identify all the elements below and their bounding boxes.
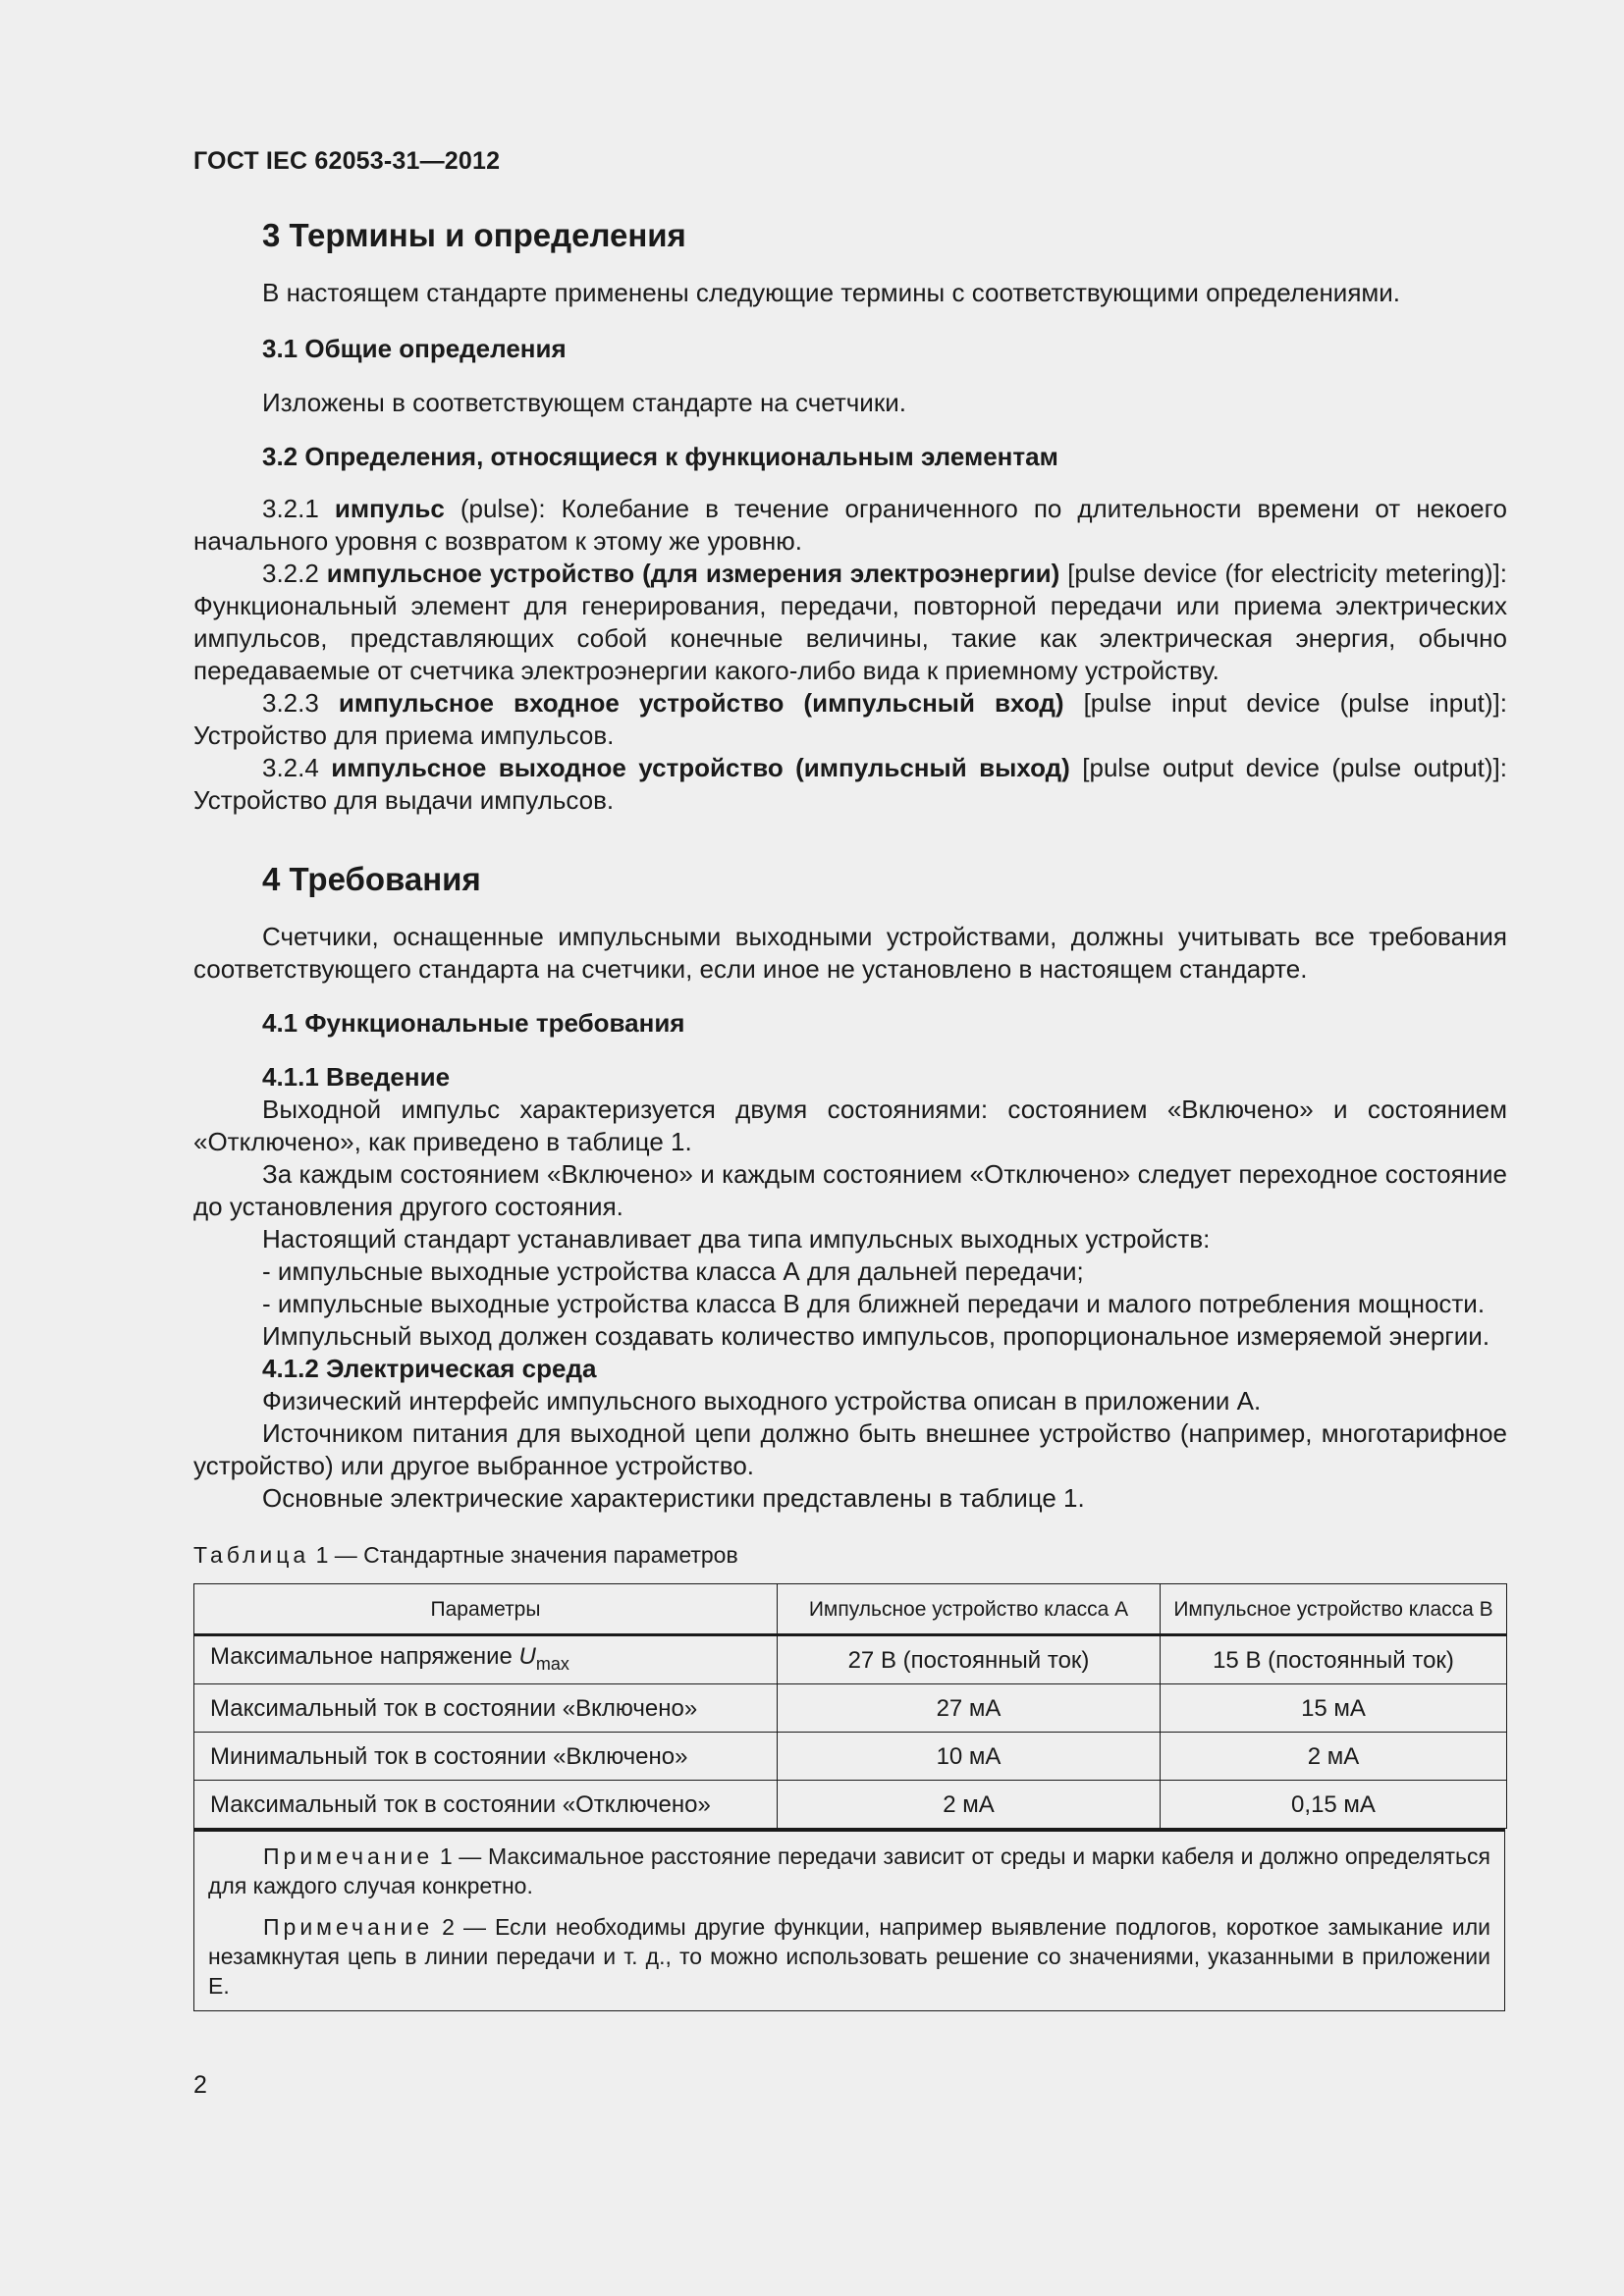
list-item: - импульсные выходные устройства класса А для дальней передачи; bbox=[262, 1256, 1084, 1286]
paragraph: Импульсный выход должен создавать количество импульсов, пропорциональное измеряемой энергии. bbox=[262, 1321, 1490, 1351]
class-a-cell: 27 В (постоянный ток) bbox=[778, 1635, 1161, 1684]
parameters-table bbox=[193, 1583, 1507, 1829]
parameter-cell: Максимальный ток в состоянии «Включено» bbox=[194, 1684, 778, 1733]
class-b-cell: 15 В (постоянный ток) bbox=[1161, 1635, 1507, 1684]
section-3-2-title: 3.2 Определения, относящиеся к функциональным элементам bbox=[262, 442, 1058, 471]
definition-term: импульс bbox=[334, 494, 445, 523]
column-header: Импульсное устройство класса А bbox=[778, 1584, 1161, 1635]
section-4-1-1-title: 4.1.1 Введение bbox=[262, 1062, 451, 1092]
definition-term: импульсное выходное устройство (импульсный выход) bbox=[331, 753, 1070, 782]
section-4-title: 4 Требования bbox=[262, 861, 481, 897]
page-content bbox=[193, 216, 1507, 2011]
definition-term: импульсное устройство (для измерения электроэнергии) bbox=[326, 559, 1060, 588]
table-caption: Таблица 1 — Стандартные значения параметров bbox=[193, 1542, 738, 1568]
class-b-cell: 0,15 мА bbox=[1161, 1781, 1507, 1829]
definition-3-2-3: 3.2.3 импульсное входное устройство (импульсный вход) [pulse input device (pulse input)]: Устройство для приема импульсов. bbox=[193, 688, 1507, 750]
definition-3-2-2: 3.2.2 импульсное устройство (для измерения электроэнергии) [pulse device (for electricity metering)]: Функциональный элемент для генерирования, передачи, повторной передачи или приема электрических импульсов, представляющих собой конечные величины, такие как электрическая энергия, обычно передаваемые от счетчика электроэнергии какого-либо вида к приемному устройству. bbox=[193, 559, 1507, 685]
table-header-row bbox=[194, 1584, 1507, 1635]
paragraph: Физический интерфейс импульсного выходного устройства описан в приложении А. bbox=[262, 1386, 1262, 1415]
paragraph: Настоящий стандарт устанавливает два типа импульсных выходных устройств: bbox=[262, 1224, 1211, 1254]
definition-term: импульсное входное устройство (импульсный вход) bbox=[338, 688, 1064, 718]
section-4-1-2-title: 4.1.2 Электрическая среда bbox=[262, 1354, 597, 1383]
paragraph: Основные электрические характеристики представлены в таблице 1. bbox=[262, 1483, 1085, 1513]
document-header: ГОСТ IEC 62053-31—2012 bbox=[193, 147, 501, 175]
column-header: Импульсное устройство класса В bbox=[1161, 1584, 1507, 1635]
page-number: 2 bbox=[193, 2071, 207, 2099]
table-note-1: Примечание 1 — Максимальное расстояние передачи зависит от среды и марки кабеля и должно определяться для каждого случая конкретно. bbox=[208, 1843, 1490, 1898]
class-b-cell: 15 мА bbox=[1161, 1684, 1507, 1733]
section-3-1-text: Изложены в соответствующем стандарте на счетчики. bbox=[262, 388, 906, 417]
section-4-1-title: 4.1 Функциональные требования bbox=[262, 1008, 685, 1038]
class-a-cell: 2 мА bbox=[778, 1781, 1161, 1829]
table-row bbox=[194, 1781, 1507, 1829]
table-notes bbox=[193, 1829, 1505, 2011]
list-item: - импульсные выходные устройства класса В для ближней передачи и малого потребления мощности. bbox=[262, 1289, 1486, 1318]
definition-3-2-1: 3.2.1 импульс (pulse): Колебание в течение ограниченного по длительности времени от некоего начального уровня с возвратом к этому же уровню. bbox=[193, 494, 1507, 556]
column-header: Параметры bbox=[194, 1584, 778, 1635]
paragraph: За каждым состоянием «Включено» и каждым состоянием «Отключено» следует переходное состояние до установления другого состояния. bbox=[193, 1159, 1507, 1221]
class-a-cell: 27 мА bbox=[778, 1684, 1161, 1733]
table-row bbox=[194, 1733, 1507, 1781]
section-3-intro: В настоящем стандарте применены следующие термины с соответствующими определениями. bbox=[262, 278, 1401, 307]
section-4-intro: Счетчики, оснащенные импульсными выходными устройствами, должны учитывать все требования соответствующего стандарта на счетчики, если иное не установлено в настоящем стандарте. bbox=[193, 922, 1507, 984]
table-note-2: Примечание 2 — Если необходимы другие функции, например выявление подлогов, короткое замыкание или незамкнутая цепь в линии передачи и т. д., то можно использовать решение со значениями, указанными в приложении Е. bbox=[208, 1914, 1490, 1999]
section-3-1-title: 3.1 Общие определения bbox=[262, 334, 567, 363]
class-b-cell: 2 мА bbox=[1161, 1733, 1507, 1781]
parameter-cell: Максимальное напряжение $U_{max}$ bbox=[194, 1635, 778, 1684]
parameter-cell: Минимальный ток в состоянии «Включено» bbox=[194, 1733, 778, 1781]
paragraph: Выходной импульс характеризуется двумя состояниями: состоянием «Включено» и состоянием «Отключено», как приведено в таблице 1. bbox=[193, 1095, 1507, 1156]
table-row bbox=[194, 1684, 1507, 1733]
parameter-cell: Максимальный ток в состоянии «Отключено» bbox=[194, 1781, 778, 1829]
section-3-title: 3 Термины и определения bbox=[262, 217, 686, 253]
class-a-cell: 10 мА bbox=[778, 1733, 1161, 1781]
paragraph: Источником питания для выходной цепи должно быть внешнее устройство (например, многотарифное устройство) или другое выбранное устройство. bbox=[193, 1418, 1507, 1480]
definition-3-2-4: 3.2.4 импульсное выходное устройство (импульсный выход) [pulse output device (pulse output)]: Устройство для выдачи импульсов. bbox=[193, 753, 1507, 815]
table-row bbox=[194, 1635, 1507, 1684]
